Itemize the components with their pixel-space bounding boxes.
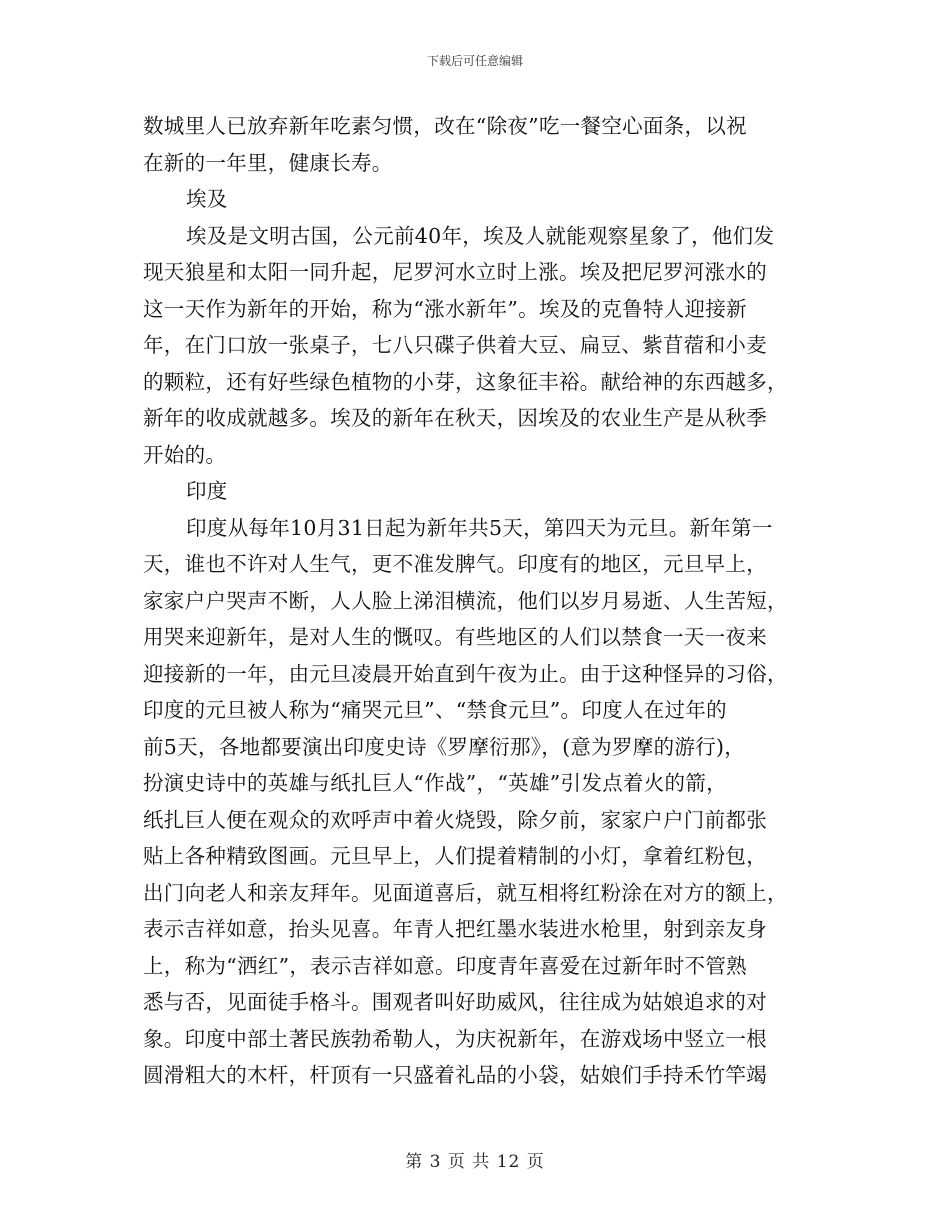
document-body [143, 108, 813, 1094]
text-line: 悉与否，见面徒手格斗。围观者叫好助威风，往往成为姑娘追求的对 [143, 990, 767, 1014]
text-line: 用哭来迎新年，是对人生的慨叹。有些地区的人们以禁食一天一夜来 [143, 625, 767, 649]
text-line: 开始的。 [143, 442, 227, 467]
text-line: 现天狼星和太阳一同升起，尼罗河水立时上涨。埃及把尼罗河涨水的 [143, 260, 767, 284]
page-header: 下载后可任意编辑 [426, 54, 523, 68]
section-heading: 印度 [186, 479, 228, 503]
text-line: 扮演史诗中的英雄与纸扎巨人“作战”，“英雄”引发点着火的箭， [143, 771, 727, 795]
text-line: 象。印度中部土著民族勃希勒人，为庆祝新年，在游戏场中竖立一根 [143, 1026, 767, 1051]
text-line: 数城里人已放弃新年吃素匀惯，改在“除夜”吃一餐空心面条，以祝 [143, 114, 747, 138]
text-line: 年，在门口放一张桌子，七八只碟子供着大豆、扁豆、紫苜蓿和小麦 [143, 333, 767, 357]
text-line: 这一天作为新年的开始，称为“涨水新年”。埃及的克鲁特人迎接新 [143, 296, 747, 321]
text-line: 圆滑粗大的木杆，杆顶有一只盛着礼品的小袋，姑娘们手持禾竹竿竭 [143, 1063, 767, 1087]
text-line: 贴上各种精致图画。元旦早上，人们提着精制的小灯，拿着红粉包， [143, 844, 767, 868]
text-line: 在新的一年里，健康长寿。 [143, 150, 393, 175]
text-line: 天，谁也不许对人生气，更不准发脾气。印度有的地区，元旦早上， [143, 552, 767, 576]
text-line: 出门向老人和亲友拜年。见面道喜后，就互相将红粉涂在对方的额上， [143, 880, 788, 905]
text-line: 表示吉祥如意，抬头见喜。年青人把红墨水装进水枪里，射到亲友身 [143, 917, 767, 941]
text-line: 家家户户哭声不断，人人脸上涕泪横流，他们以岁月易逝、人生苦短， [143, 588, 788, 613]
text-line: 纸扎巨人便在观众的欢呼声中着火烧毁，除夕前，家家户户门前都张 [143, 807, 767, 832]
page-footer: 第 3 页 共 12 页 [405, 1152, 545, 1172]
text-line: 前5天，各地都要演出印度史诗《罗摩衍那》，(意为罗摩的游行)， [143, 734, 746, 759]
text-line: 埃及是文明古国，公元前40年，埃及人就能观察星象了，他们发 [186, 223, 775, 248]
text-line: 上，称为“洒红”，表示吉祥如意。印度青年喜爱在过新年时不管熟 [143, 953, 747, 978]
section-heading: 埃及 [186, 187, 228, 211]
text-line: 印度从每年10月31日起为新年共5天，第四天为元旦。新年第一 [186, 515, 773, 540]
text-line: 新年的收成就越多。埃及的新年在秋天，因埃及的农业生产是从秋季 [143, 406, 767, 430]
text-line: 迎接新的一年，由元旦凌晨开始直到午夜为止。由于这种怪异的习俗， [143, 661, 788, 686]
text-line: 的颗粒，还有好些绿色植物的小芽，这象征丰裕。献给神的东西越多， [143, 369, 788, 394]
text-line: 印度的元旦被人称为“痛哭元旦”、“禁食元旦”。印度人在过年的 [143, 698, 727, 722]
